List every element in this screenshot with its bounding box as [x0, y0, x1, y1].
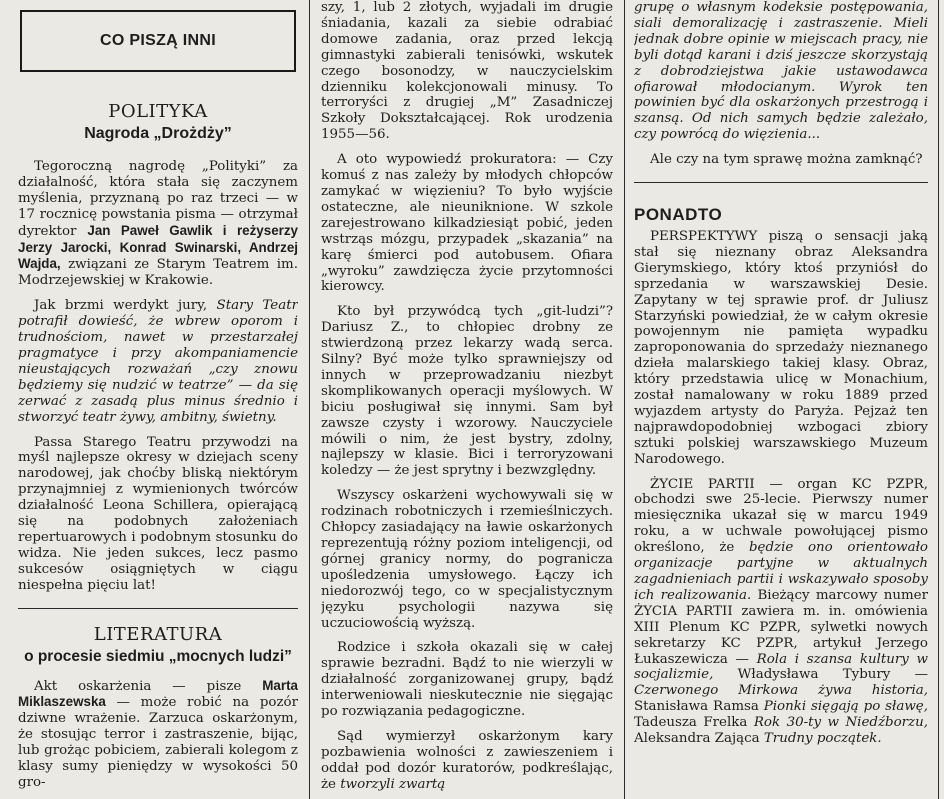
bold-names: Jan Paweł Gawlik i reżyserzy Jerzy Jarocki, Konrad Swinarski, Andrzej Wajda, — [18, 222, 298, 272]
column-2 — [321, 0, 613, 799]
italic-quote: tworzyli zwartą — [340, 776, 446, 792]
paragraph: Ale czy na tym sprawę można zamknąć? — [650, 152, 923, 168]
paragraph: Wszyscy oskarżeni wychowywali się w rodzinach robotniczych i rzemieślniczych. Chłopcy zasiadający na ławie oskarżonych reprezentują różny poziom inteligencji, od górnej granicy normy, do pogranicza upośledzenia umysłowego. Łączy ich niedorozwój tego, co w specjalistycznym języku psychologii nazywa się uczuciowością wyższą. — [321, 488, 613, 631]
article-headline-nagroda: Nagroda „Drożdży” — [84, 125, 232, 142]
column-1 — [18, 0, 298, 799]
divider — [634, 182, 928, 183]
section-header-box: CO PISZĄ INNI — [20, 10, 296, 72]
paragraph: Kto był przywódcą tych „git-ludzi”? Dariusz Z., to chłopiec drobny ze stwierdzoną przez lekarzy wadą serca. Silny? Być może tylko sprawniejszy od innych w przeprowadzaniu niezbyt skomplikowanych operacji myślowych. W biciu posługiwał się innymi. Sam był zawsze czysty i wzorowy. Nauczyciele mówili o nim, że jest bystry, zdolny, najlepszy w klasie. Bici i terroryzowani koledzy — że jest sprytny i bezwzględny. — [321, 304, 613, 479]
italic-quote: Stary Teatr potrafił dowieść, że wbrew oporom i trudnościom, nawet w przestarzałej pragmatyce i przy akompaniamencie nieustających rozważań „czy znowu będziemy się nudzić w teatrze” — da się zerwać z zasadą plus minus średnio i stworzyć teatr żywy, ambitny, świetny. — [18, 298, 298, 425]
paragraph: ŻYCIE PARTII — organ KC PZPR, obchodzi swe 25-lecie. Pierwszy numer miesięcznika ukazał się w marcu 1949 roku, a w uchwale powołującej pismo określono, że będzie ono orientowało organizacje partyjne w aktualnych zagadnieniach partii i wskazywało sposoby ich realizowania. Bieżący marcowy numer ŻYCIA PARTII zawiera m. in. omówienia XIII Plenum KC PZPR, sylwetki nowych sekretarzy KC PZPR, artykuł Jerzego Łukaszewicza — Rola i szansa kultury w socjalizmie, Władysława Tybury — Czerwonego Mirkowa żywa historia, Stanisława Ramsa Pionki sięgają po sławę, Tadeusza Frelka Rok 30-ty w Niedźborzu, Aleksandra Zająca Trudny początek. — [634, 476, 928, 747]
column-3 — [634, 0, 928, 799]
paragraph: Sąd wymierzył oskarżonym kary pozbawienia wolności z zawieszeniem i oddał pod dozór kuratorów, podkreślając, że tworzyli zwartą — [321, 728, 613, 792]
paragraph: A oto wypowiedź prokuratora: — Czy komuś z nas zależy by młodych chłopców zamykać w więzieniu? To było wyjście ostateczne, ale nieuniknione. W szkole zarejestrowano kilkadziesiąt pobić, jeden wstrząs mózgu, przypadek „skazania” na karę śmierci pod autobusem. Ofiara „wyroku” zawdzięcza życie przytomności kierowcy. — [321, 152, 613, 295]
paragraph: Tegoroczną nagrodę „Polityki” za działalność, która stała się zaczynem myślenia, przyznaną po raz trzeci — w 17 rocznicę powstania pisma — otrzymał dyrektor Jan Paweł Gawlik i reżyserzy Jerzy Jarocki, Konrad Swinarski, Andrzej Wajda, związani ze Starym Teatrem im. Modrzejewskiej w Krakowie. — [18, 159, 298, 289]
section-title-ponadto: PONADTO — [634, 205, 723, 225]
column-divider-2 — [624, 0, 625, 799]
paragraph: PERSPEKTYWY piszą o sensacji jaką stał się nieznany obraz Aleksandra Gierymskiego, który ktoś przyniósł do sprzedania w warszawskiej Desie. Zapytany w tej sprawie prof. dr Juliusz Starzyński powiedział, że w całym okresie powojennym nie pamięta wypadku zaproponowania do sprzedaży nieznanego dzieła malarskiego takiej klasy. Obraz, który przedstawia ulicę w Monachium, został namalowany w roku 1889 przed wyjazdem artysty do Paryża. Pejzaż ten najprawdopodobniej wzbogaci zbiory sztuki polskiej warszawskiego Muzeum Narodowego. — [634, 228, 928, 467]
paragraph: Jak brzmi werdykt jury, Stary Teatr potrafił dowieść, że wbrew oporom i trudnościom, nawet w przestarzałej pragmatyce i przy akompaniamencie nieustających rozważań „czy znowu będziemy się nudzić w teatrze” — da się zerwać z zasadą plus minus średnio i stworzyć teatr żywy, ambitny, świetny. — [18, 298, 298, 425]
paragraph: Passa Starego Teatru przywodzi na myśl najlepsze okresy w dziejach sceny narodowej, jak choćby bliską niektórym przynajmniej z wymienionych twórców działalność Leona Schillera, opierającą się na podobnych założeniach repertuarowych i podobnym stosunku do widza. Nie jeden sukces, lecz pasmo sukcesów osiągniętych w ciągu niespełna pięciu lat! — [18, 434, 298, 593]
paragraph: Rodzice i szkoła okazali się w całej sprawie bezradni. Bądź to nie wierzyli w działalność zorganizowanej grupy, bądź interweniowali nieskutecznie nie sięgając po rozwiązania pedagogiczne. — [321, 640, 613, 720]
column-divider-3 — [938, 0, 939, 799]
article-headline-proces: o procesie siedmiu „mocnych ludzi” — [24, 647, 292, 665]
paragraph: Akt oskarżenia — pisze Marta Miklaszewska — może robić na pozór dziwne wrażenie. Zarzuca oskarżonym, że stosując terror i zastraszenie, bijąc, lub grożąc pobiciem, zabierali kolegom z klasy sumy pieniędzy w wysokości 50 gro- — [18, 677, 298, 790]
column-divider-1 — [309, 0, 310, 799]
italic-quote: grupę o własnym kodeksie postępowania, siali demoralizację i zastraszenie. Mieli jednak dobre opinie w miejscach pracy, nie byli dotąd karani i dziś jeszcze skorzystają z dobrodziejstwa jakie ustawodawca ofiarował młodocianym. Wyrok ten powinien być dla oskarżonych przestrogą i szansą. Od nich samych będzie zależało, czy powrócą do więzienia... — [634, 0, 928, 143]
paragraph: szy, 1, lub 2 złotych, wyjadali im drugie śniadania, kazali za siebie odrabiać domowe zadania, oraz przed lekcją gimnastyki zabierali tenisówki, wskutek czego bosonodzy, w nauczycielskim dzienniku kolekcjonowali minusy. To terroryści z drugiej „M” Zasadniczej Szkoły Dokształcającej. Rok urodzenia 1955—56. — [321, 0, 613, 143]
author-name: Marta Miklaszewska — [18, 677, 298, 710]
section-title-literatura: LITERATURA — [93, 623, 223, 645]
divider — [18, 608, 298, 609]
section-title-polityka: POLITYKA — [108, 101, 208, 122]
